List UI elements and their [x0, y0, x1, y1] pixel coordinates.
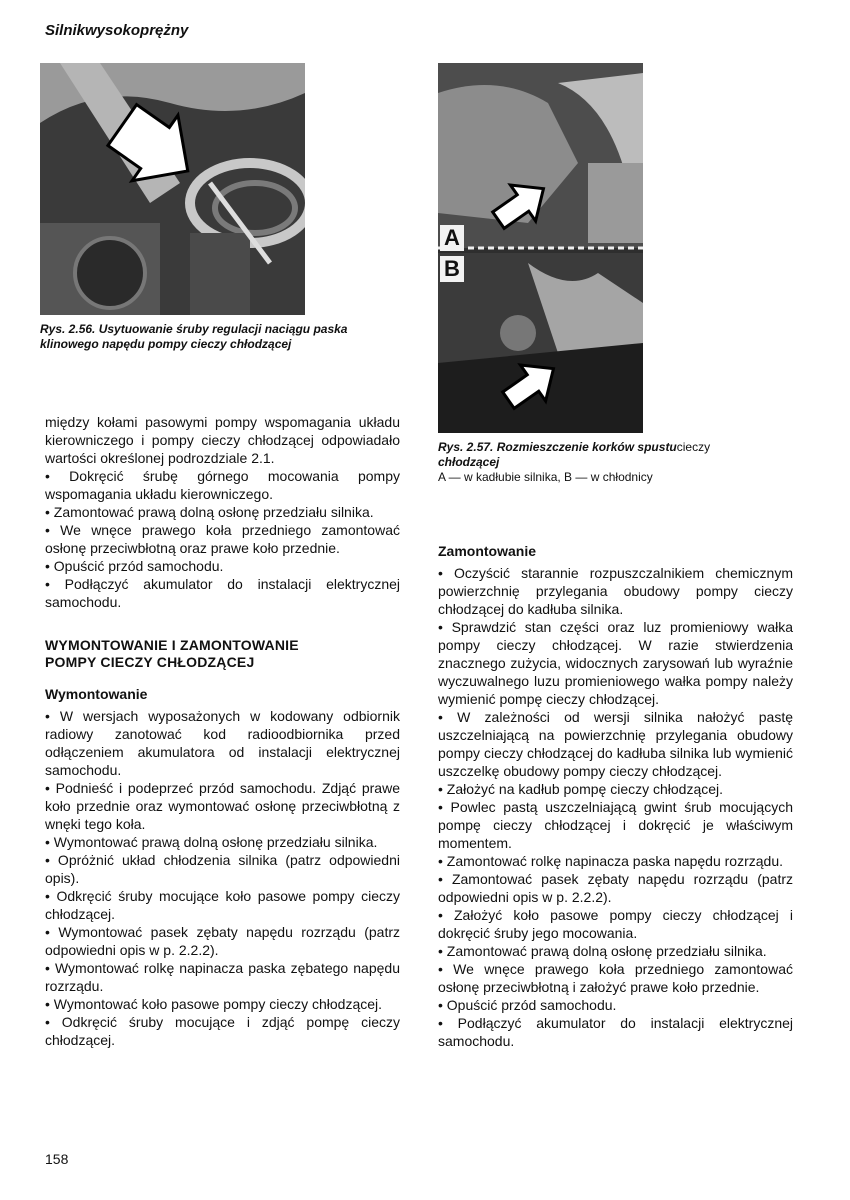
figure-label-a: A [440, 225, 464, 251]
figure-caption-text: Rozmieszczenie korków spustu [496, 440, 677, 454]
subsection-title: Wymontowanie [45, 686, 148, 702]
list-item: • Zamontować pasek zębaty napędu rozrządu (patrz odpowiedni opis w p. 2.2.2). [438, 871, 793, 905]
left-text-column [45, 413, 400, 1049]
section-title: WYMONTOWANIE I ZAMONTOWANIE [45, 637, 299, 653]
paragraph: między kołami pasowymi pompy wspomagania układu kierowniczego i pompy cieczy chłodzącej odpowiadało wartości określonej podrozdziale 2.1. [45, 414, 400, 466]
figure-caption-text: chłodzącej [438, 455, 500, 469]
list-item: • Opróżnić układ chłodzenia silnika (patrz odpowiedni opis). [45, 852, 400, 886]
list-item: • Sprawdzić stan części oraz luz promieniowy wałka pompy cieczy chłodzącej. W razie stwierdzenia znacznego zużycia, widocznych zarysowań lub wyraźnie wyczuwalnego luzu promieniowego wałka pompy należy wymienić pompę cieczy chłodzącej. [438, 619, 793, 707]
figure-2-57-caption [438, 440, 778, 485]
figure-caption-text: Usytuowanie śruby regulacji naciągu paska klinowego napędu pompy cieczy chłodzącej [40, 322, 348, 351]
figure-number: Rys. 2.57. [438, 440, 494, 454]
list-item: • Zamontować prawą dolną osłonę przedziału silnika. [438, 943, 767, 959]
list-item: • Podnieść i podeprzeć przód samochodu. Zdjąć prawe koło przednie oraz wymontować osłonę przeciwbłotną z wnęki tego koła. [45, 780, 400, 832]
list-item: • Powlec pastą uszczelniającą gwint śrub mocujących pompę cieczy chłodzącej i dokręcić je właściwym momentem. [438, 799, 793, 851]
subsection-title: Zamontowanie [438, 543, 537, 559]
list-item: • Podłączyć akumulator do instalacji elektrycznej samochodu. [438, 1015, 793, 1049]
list-item: • Wymontować koło pasowe pompy cieczy chłodzącej. [45, 996, 383, 1012]
list-item: • Odkręcić śruby mocujące i zdjąć pompę cieczy chłodzącej. [45, 1014, 400, 1048]
list-item: • Dokręcić śrubę górnego mocowania pompy wspomagania układu kierowniczego. [45, 468, 400, 502]
list-item: • W zależności od wersji silnika nałożyć pastę uszczelniającą na powierzchnię przylegania obudowy pompy cieczy chłodzącej do kadłuba silnika lub wymienić uszczelkę obudowy pompy cieczy chłodzącej. [438, 709, 793, 779]
figure-label-b: B [440, 256, 464, 282]
right-text-column [438, 542, 793, 1050]
list-item: • Zamontować rolkę napinacza paska napędu rozrządu. [438, 853, 783, 869]
page-number: 158 [45, 1151, 69, 1167]
list-item: • Podłączyć akumulator do instalacji elektrycznej samochodu. [45, 576, 400, 610]
list-item: • Założyć koło pasowe pompy cieczy chłodzącej i dokręcić śruby jego mocowania. [438, 907, 793, 941]
list-item: • Wymontować rolkę napinacza paska zębatego napędu rozrządu. [45, 960, 400, 994]
list-item: • Oczyścić starannie rozpuszczalnikiem chemicznym powierzchnię przylegania obudowy pompy cieczy chłodzącej do kadłuba silnika. [438, 565, 793, 617]
figure-legend: A — w kadłubie silnika, B — w chłodnicy [438, 470, 653, 484]
list-item: • We wnęce prawego koła przedniego zamontować osłonę przeciwbłotną i założyć prawe koło przednie. [438, 961, 793, 995]
list-item: • Zamontować prawą dolną osłonę przedziału silnika. [45, 504, 374, 520]
list-item: • Opuścić przód samochodu. [45, 558, 224, 574]
figure-2-56-caption [40, 322, 400, 352]
section-title: POMPY CIECZY CHŁODZĄCEJ [45, 654, 255, 670]
figure-caption-text: cieczy [676, 440, 711, 454]
list-item: • Wymontować prawą dolną osłonę przedziału silnika. [45, 834, 378, 850]
figure-number: Rys. 2.56. [40, 322, 96, 336]
running-header: Silnikwysokoprężny [45, 22, 189, 39]
list-item: • W wersjach wyposażonych w kodowany odbiornik radiowy zanotować kod radioodbiornika przed odłączeniem akumulatora od instalacji elektrycznej samochodu. [45, 708, 400, 778]
list-item: • Wymontować pasek zębaty napędu rozrządu (patrz odpowiedni opis w p. 2.2.2). [45, 924, 400, 958]
figure-2-57-photo [438, 63, 643, 433]
list-item: • Opuścić przód samochodu. [438, 997, 617, 1013]
list-item: • Założyć na kadłub pompę cieczy chłodzącej. [438, 781, 724, 797]
list-item: • Odkręcić śruby mocujące koło pasowe pompy cieczy chłodzącej. [45, 888, 400, 922]
list-item: • We wnęce prawego koła przedniego zamontować osłonę przeciwbłotną oraz prawe koło przednie. [45, 522, 400, 556]
figure-2-56-photo [40, 63, 305, 315]
